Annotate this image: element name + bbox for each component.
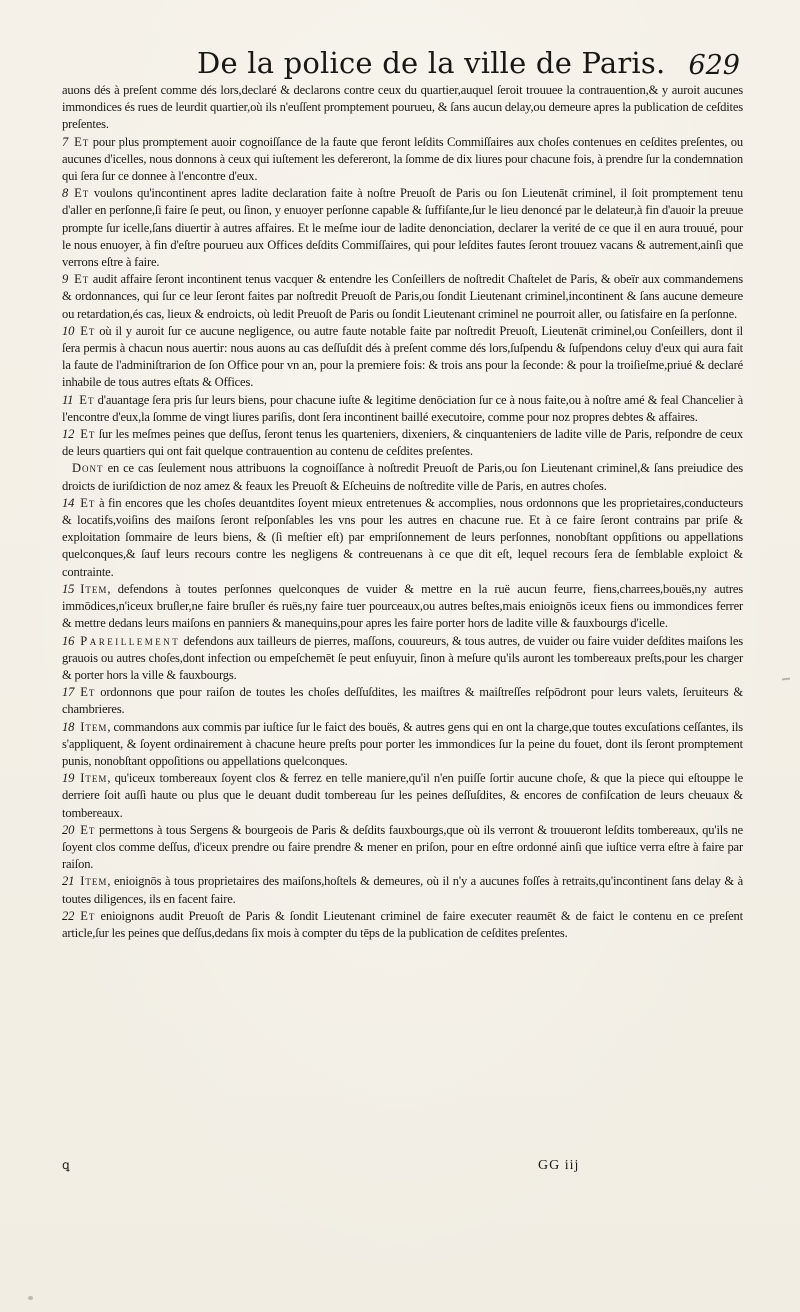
paragraph xyxy=(62,719,743,771)
article-text: voulons qu'incontinent apres ladite declaration faite à noſtre Preuoſt de Paris ou ſon Lieutenāt criminel, il ſoit promptement tenu d'aller en perſonne,ſi faire ſe peut, ou ſinon, y enuoyer perſonne capable & ſuffiſante,ſur le lieu denoncé par le delateur,à fin d'auoir la preuue prompte ſur icelle,ſans diuertir à autres affaires. Et le meſme iour de ladite denonciation, declarer la verité de ce que il en aura trouué, pour le nous enuoyer, à fin d'eſtre pourueu aux Offices deſdits Commiſſaires, qui pour leſdites fautes ſeront trouuez vacans & autrement,ainſi que verrons eſtre à faire. xyxy=(62,186,743,270)
footer-mark: ꝗ xyxy=(62,1158,70,1172)
paragraph xyxy=(62,495,743,581)
article-intro: Dont xyxy=(72,461,104,476)
article-number: 12 xyxy=(62,427,75,442)
article-number: 8 xyxy=(62,186,69,201)
article-text: enioignons audit Preuoſt de Paris & ſondit Lieutenant criminel de faire executer reaumēt & de faict le contenu en ce preſent article,ſur les peines que deſſus,dedans ſix mois à compter du tēps de la publication de ceſdites preſentes. xyxy=(62,908,743,940)
article-number: 9 xyxy=(62,272,69,287)
article-text: , qu'iceux tombereaux ſoyent clos & ferrez en telle maniere,qu'il n'en puiſſe ſortir aucune choſe, & que la piece qui eſtouppe le derriere ſoit auſſi haute ou plus que le deuant dudit tombereau ſur les peines deſſuſdites, & encores de confiſcation de leurs cheuaux & tombereaux. xyxy=(62,771,743,820)
article-text: audit affaire ſeront incontinent tenus vacquer & entendre les Conſeillers de noſtredit Chaſtelet de Paris, & obeïr aux commandemens & ordonnances, qui ſur ce leur ſeront faites par noſtredit Preuoſt de Paris,ou ſondit Lieutenant criminel,incontinent & ſans aucune demeure ou retardation,és cas, lieux & endroicts, où ledit Preuoſt de Paris ou ſondit Lieutenant criminel ne pourroit aller, ou ſatisfaire en ſa perſonne. xyxy=(62,272,743,321)
paragraph xyxy=(62,460,743,494)
article-text: , commandons aux commis par iuſtice ſur le faict des bouës, & autres gens qui en ont la charge,que toutes excuſations ceſſantes, ils s'appliquent, & ſoyent ordinairement à chacune heure preſts pour porter les immondices ſur la peine du fouet, dont ils ſeront promptement punis, nonobſtant oppoſitions ou appellations quelconques. xyxy=(62,719,743,768)
body-text xyxy=(62,82,743,942)
article-number: 22 xyxy=(62,908,75,923)
article-intro: Et xyxy=(79,392,95,407)
article-intro: Et xyxy=(74,134,90,149)
article-number: 18 xyxy=(62,719,75,734)
article-intro: Item xyxy=(80,771,108,786)
article-text: defendons aux tailleurs de pierres, maſſons, couureurs, & tous autres, de vuider ou faire vuider deſdites maiſons les grauois ou autres choſes,dont infection ou empeſchemēt ſe peut enſuyuir, ſinon à meſure qu'ils auront les tombereaux preſts,pour les charger & porter hors la ville & fauxbourgs. xyxy=(62,633,743,682)
ink-blot xyxy=(28,1296,33,1300)
paragraph xyxy=(62,134,743,186)
article-text: d'auantage ſera pris ſur leurs biens, pour chacune iuſte & legitime denōciation ſur ce à nous faite,ou à noſtre amé & feal Chancelier à l'encontre d'eux,la ſomme de vingt liures pariſis, dont ſera incontinent baillé executoire, comme pour noz propres debtes & affaires. xyxy=(62,392,743,424)
article-number: 16 xyxy=(62,633,75,648)
article-intro: Et xyxy=(80,822,96,837)
article-text: permettons à tous Sergens & bourgeois de Paris & deſdits fauxbourgs,que où ils verront & trouueront leſdits tombereaux, qu'ils ne ſoyent clos comme deſſus, d'iceux prendre ou faire prendre & mener en priſon, pour en eſtre ordonné ainſi que iuſtice verra eſtre à faire par raiſon. xyxy=(62,822,743,872)
article-number: 7 xyxy=(62,134,69,149)
paragraph xyxy=(62,770,743,822)
article-text: ordonnons que pour raiſon de toutes les choſes deſſuſdites, les maiſtres & maiſtreſſes reſpōdront pour leurs valets, ſeruiteurs & chambrieres. xyxy=(62,685,743,717)
article-intro: Et xyxy=(74,186,90,201)
paragraph xyxy=(62,908,743,942)
article-intro: Et xyxy=(80,323,96,338)
signature-mark: GG iij xyxy=(538,1158,580,1173)
paragraph xyxy=(62,426,743,460)
paragraph xyxy=(62,633,743,685)
article-intro: Et xyxy=(80,495,96,510)
article-text: à fin encores que les choſes deuantdites ſoyent mieux entretenues & accomplies, nous ordonnons que les proprietaires,conducteurs & locatifs,voiſins des maiſons ſeront reſponſables les vns pour les autres en chacune rue. Et à ce faire ſeront contrains par priſe & exploitation ſommaire de leurs biens, & (ſi meſtier eſt) par empriſonnement de leurs perſonnes, nonobſtant oppſitions ou appellations quelconques,& ſauf leurs recours contre les negligens & contreuenans à ce que dit eſt, lequel recours ſera de ſemblable exploict & contrainte. xyxy=(62,495,743,579)
paragraph xyxy=(62,581,743,633)
paragraph xyxy=(62,822,743,874)
paragraph xyxy=(62,185,743,271)
article-number: 10 xyxy=(62,323,75,338)
article-text: , enioignōs à tous proprietaires des maiſons,hoſtels & demeures, où il n'y a aucunes foſſes à retraits,qu'incontinent ſans delay & à toutes diligences, ils en facent faire. xyxy=(62,874,743,906)
article-intro: Et xyxy=(80,685,96,700)
article-number: 20 xyxy=(62,822,75,837)
paragraph xyxy=(62,873,743,907)
paragraph xyxy=(62,684,743,718)
article-text: ſur les meſmes peines que deſſus, ſeront tenus les quarteniers, dixeniers, & cinquanteniers de ladite ville de Paris, reſpondre de ceux de leurs quartiers qui ont fait quelque contrauention au contenu de ceſdites preſentes. xyxy=(62,427,743,459)
article-number: 21 xyxy=(62,874,75,889)
article-number: 19 xyxy=(62,771,75,786)
article-text: en ce cas ſeulement nous attribuons la cognoiſſance à noſtredit Preuoſt de Paris,ou ſon Lieutenant criminel,& ſans preiudice des droicts de iuriſdiction de noz amez & feaux les Preuoſt & Eſcheuins de noſtredite ville de Paris, en autres choſes. xyxy=(62,461,743,493)
article-intro: Item xyxy=(80,581,108,596)
article-text: où il y auroit ſur ce aucune negligence, ou autre faute notable faite par noſtredit Preuoſt, Lieutenāt criminel,ou Conſeillers, dont il ſera permis à chacun nous auertir: nous auons au cas deſſuſdit dés à preſent comme dés lors,ſuſpendu & ſuſpendons celuy d'eux qui aura fait la faute de l'adminiſtrarion de ſon Office pour vn an, pour la premiere fois: & trois ans pour la ſeconde: & pour la troiſieſme,priué & declaré inhabile de tous autres eſtats & Offices. xyxy=(62,323,743,390)
ink-blot xyxy=(782,678,790,681)
article-intro: Pareillement xyxy=(80,633,181,648)
article-number: 11 xyxy=(62,392,74,407)
article-intro: Item xyxy=(80,719,108,734)
paragraph xyxy=(62,323,743,392)
article-number: 17 xyxy=(62,685,75,700)
article-intro: Et xyxy=(80,427,96,442)
paragraph xyxy=(62,271,743,323)
page-footer xyxy=(62,1158,743,1182)
article-intro: Et xyxy=(80,908,96,923)
page-number: 629 xyxy=(688,50,740,81)
article-number: 14 xyxy=(62,495,75,510)
article-intro: Item xyxy=(80,874,108,889)
article-text: , defendons à toutes perſonnes quelconques de vuider & mettre en la ruë aucun feurre, fiens,charrees,bouës,ny autres immōdices,n'iceux bruſler,ne faire bruſler és ruës,ny faire tuer pourceaux,ou autres beſtes,mais enioignōs iceux fiens ou immondices ferrer & mettre dedans leurs maiſons en panniers & manequins,pour apres les faire porter hors de ladite ville & fauxbourgs d'icelle. xyxy=(62,581,743,631)
article-text: auons dés à preſent comme dés lors,declaré & declarons contre ceux du quartier,auquel ſeroit trouuee la contrauention,& y auroit aucunes immondices és rues de leurdit quartier,où ils n'euſſent promptement pourueu, & ſans aucun delay,ou demeure apres la publication de ceſdites preſentes. xyxy=(62,83,743,132)
running-title: De la police de la ville de Paris. xyxy=(197,46,666,80)
article-number: 15 xyxy=(62,581,75,596)
article-intro: Et xyxy=(74,272,90,287)
paragraph xyxy=(62,392,743,426)
paragraph xyxy=(62,82,743,134)
article-text: pour plus promptement auoir cognoiſſance de la faute que feront leſdits Commiſſaires aux choſes contenues en ceſdites preſentes, ou aucunes d'icelles, nous donnons à ceux qui iuſtement les defereront, la ſomme de dix liures pour chacune fois, à prendre ſur la condemnation qui ſera ſur ce donnee à l'encontre d'eux. xyxy=(62,134,743,184)
